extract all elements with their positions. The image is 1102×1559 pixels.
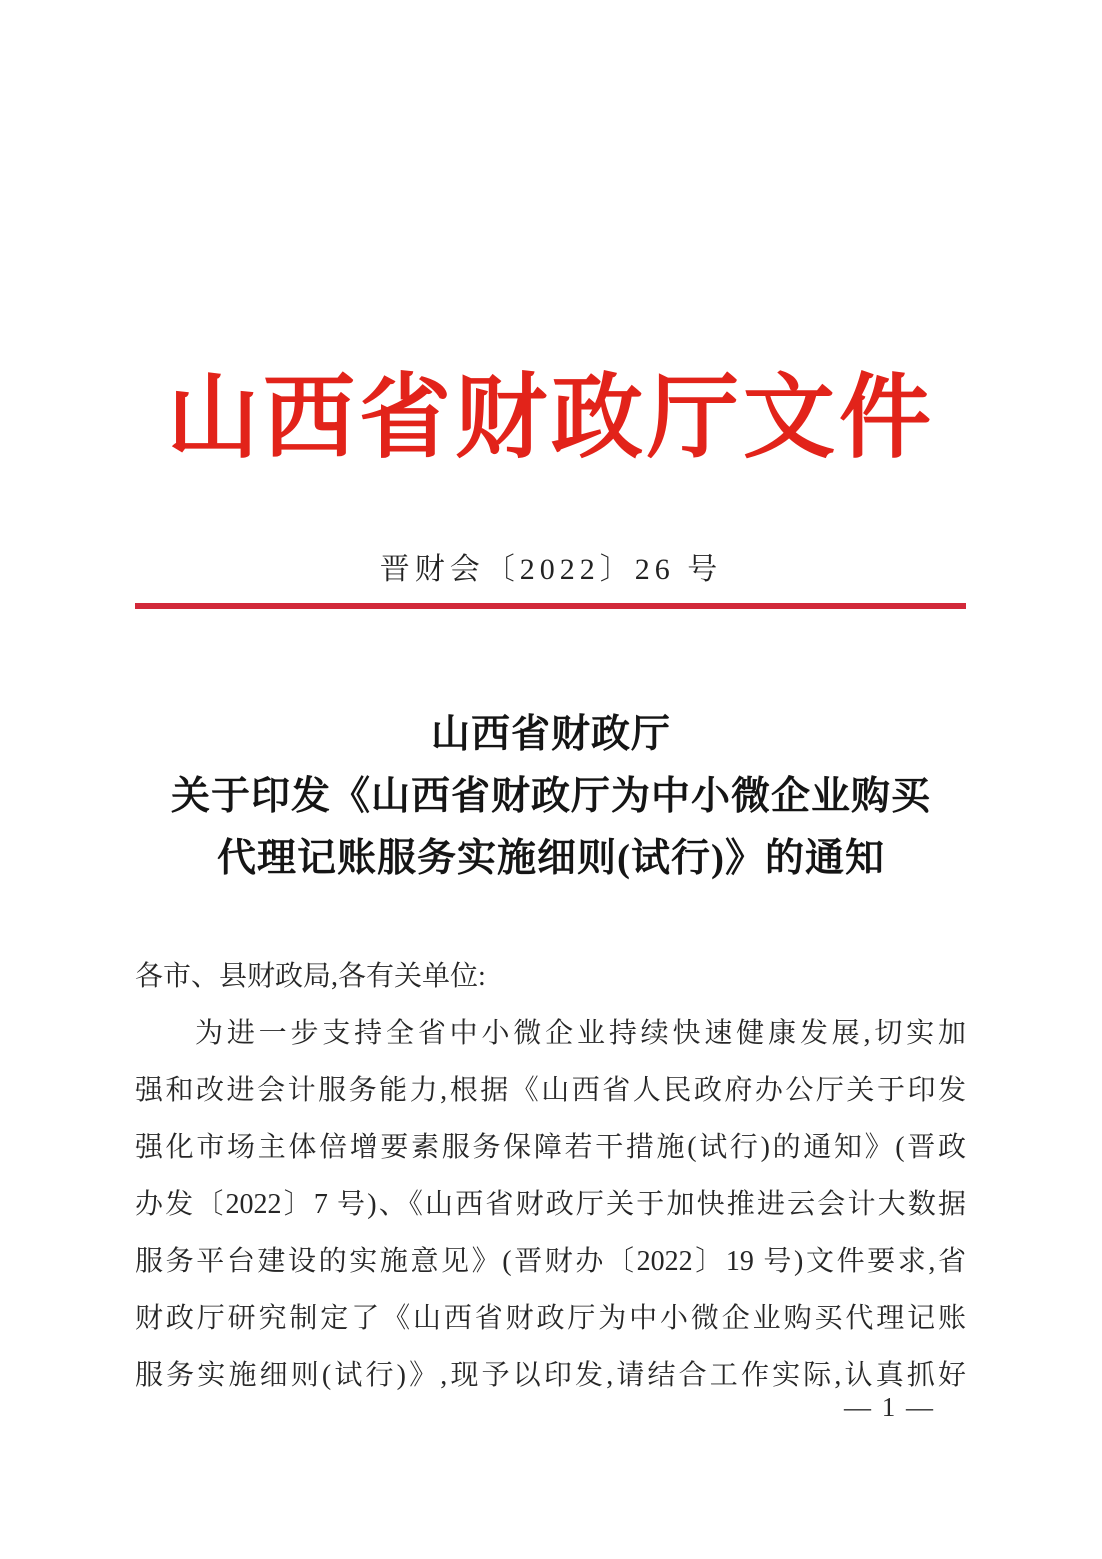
body-line: 强化市场主体倍增要素服务保障若干措施(试行)的通知》(晋政	[135, 1132, 966, 1163]
body-line: 为进一步支持全省中小微企业持续快速健康发展,切实加	[195, 1018, 966, 1049]
notice-title-line-2: 关于印发《山西省财政厅为中小微企业购买	[170, 775, 931, 818]
body-line: 服务实施细则(试行)》,现予以印发,请结合工作实际,认真抓好	[135, 1360, 966, 1391]
red-divider-line	[135, 603, 966, 609]
notice-title-line-3: 代理记账服务实施细则(试行)》的通知	[217, 837, 885, 880]
body-line: 强和改进会计服务能力,根据《山西省人民政府办公厅关于印发	[135, 1075, 966, 1106]
notice-title-line-1: 山西省财政厅	[430, 713, 671, 756]
body-line: 服务平台建设的实施意见》(晋财办〔2022〕19 号)文件要求,省	[135, 1246, 966, 1277]
document-body	[135, 948, 966, 1404]
body-line: 财政厅研究制定了《山西省财政厅为中小微企业购买代理记账	[135, 1303, 966, 1334]
notice-title	[110, 704, 992, 890]
body-line: 办发〔2022〕7 号)、《山西省财政厅关于加快推进云会计大数据	[135, 1189, 966, 1220]
agency-title: 山西省财政厅文件	[166, 367, 935, 469]
salutation-line: 各市、县财政局,各有关单位:	[135, 961, 486, 992]
doc-number: 晋财会〔2022〕26 号	[379, 553, 723, 586]
page-number: — 1 —	[844, 1392, 935, 1422]
